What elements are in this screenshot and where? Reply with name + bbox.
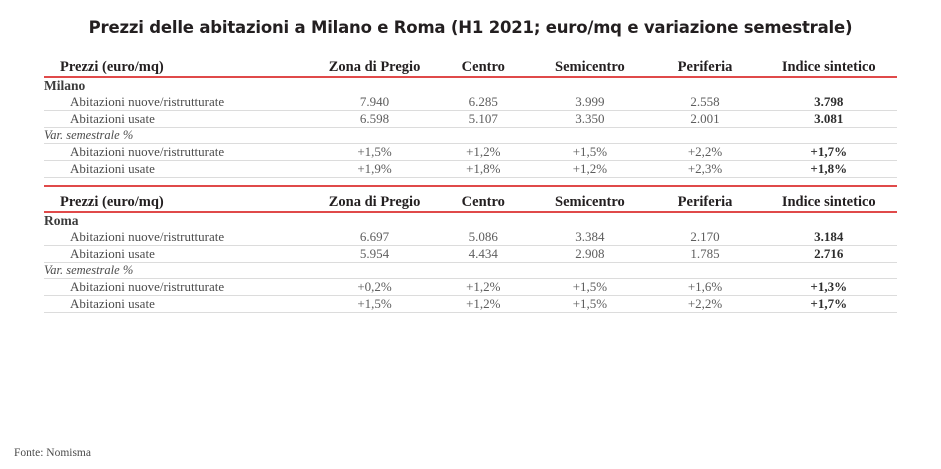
table-row [44, 144, 897, 161]
table-row [44, 229, 897, 246]
cell-indice: +1,7% [760, 144, 897, 161]
section-label: Var. semestrale % [44, 128, 897, 144]
section-spacer [44, 178, 897, 187]
cell-semicentro: +1,5% [530, 279, 649, 296]
cell-semicentro: 3.999 [530, 94, 649, 111]
cell-indice: 2.716 [760, 246, 897, 263]
table-row [44, 161, 897, 178]
cell-indice: +1,3% [760, 279, 897, 296]
column-header-centro: Centro [436, 186, 530, 212]
housing-prices-table [44, 59, 897, 313]
cell-semicentro: +1,2% [530, 161, 649, 178]
cell-periferia: 1.785 [650, 246, 761, 263]
city-label-roma: Roma [44, 213, 79, 228]
table-row [44, 94, 897, 111]
column-header-periferia: Periferia [650, 186, 761, 212]
cell-periferia: +1,6% [650, 279, 761, 296]
cell-periferia: +2,3% [650, 161, 761, 178]
table-row [44, 296, 897, 313]
column-header-pregio: Zona di Pregio [313, 59, 437, 77]
column-header-label: Prezzi (euro/mq) [44, 186, 313, 212]
city-label-milano: Milano [44, 78, 86, 93]
city-row-roma [44, 212, 897, 229]
cell-semicentro: 3.384 [530, 229, 649, 246]
cell-pregio: 5.954 [313, 246, 437, 263]
row-label: Abitazioni usate [44, 161, 313, 178]
cell-periferia: 2.170 [650, 229, 761, 246]
cell-semicentro: +1,5% [530, 296, 649, 313]
row-label: Abitazioni usate [44, 296, 313, 313]
cell-pregio: 7.940 [313, 94, 437, 111]
column-header-semicentro: Semicentro [530, 186, 649, 212]
cell-centro: 5.086 [436, 229, 530, 246]
column-header-periferia: Periferia [650, 59, 761, 77]
cell-indice: 3.081 [760, 111, 897, 128]
section-label: Var. semestrale % [44, 263, 897, 279]
page-title: Prezzi delle abitazioni a Milano e Roma (H1 2021; euro/mq e variazione semestrale) [88, 18, 853, 37]
cell-centro: +1,8% [436, 161, 530, 178]
cell-pregio: 6.697 [313, 229, 437, 246]
cell-periferia: +2,2% [650, 144, 761, 161]
cell-semicentro: 3.350 [530, 111, 649, 128]
cell-pregio: +1,9% [313, 161, 437, 178]
section-label-row-roma-var [44, 263, 897, 279]
row-label: Abitazioni usate [44, 111, 313, 128]
cell-indice: +1,7% [760, 296, 897, 313]
cell-indice: +1,8% [760, 161, 897, 178]
table-row [44, 279, 897, 296]
table-header-row-milano [44, 59, 897, 77]
table-row [44, 246, 897, 263]
column-header-centro: Centro [436, 59, 530, 77]
column-header-indice: Indice sintetico [760, 186, 897, 212]
cell-periferia: +2,2% [650, 296, 761, 313]
cell-indice: 3.798 [760, 94, 897, 111]
cell-centro: 4.434 [436, 246, 530, 263]
column-header-semicentro: Semicentro [530, 59, 649, 77]
cell-pregio: 6.598 [313, 111, 437, 128]
cell-indice: 3.184 [760, 229, 897, 246]
row-label: Abitazioni nuove/ristrutturate [44, 144, 313, 161]
column-header-label: Prezzi (euro/mq) [44, 59, 313, 77]
cell-centro: +1,2% [436, 279, 530, 296]
cell-centro: +1,2% [436, 296, 530, 313]
row-label: Abitazioni usate [44, 246, 313, 263]
column-header-indice: Indice sintetico [760, 59, 897, 77]
source-note: Fonte: Nomisma [14, 447, 91, 459]
row-label: Abitazioni nuove/ristrutturate [44, 229, 313, 246]
table-row [44, 111, 897, 128]
cell-centro: 6.285 [436, 94, 530, 111]
cell-semicentro: +1,5% [530, 144, 649, 161]
city-row-milano [44, 77, 897, 94]
cell-pregio: +1,5% [313, 144, 437, 161]
cell-centro: +1,2% [436, 144, 530, 161]
cell-periferia: 2.001 [650, 111, 761, 128]
row-label: Abitazioni nuove/ristrutturate [44, 94, 313, 111]
cell-periferia: 2.558 [650, 94, 761, 111]
row-label: Abitazioni nuove/ristrutturate [44, 279, 313, 296]
cell-centro: 5.107 [436, 111, 530, 128]
section-label-row-milano-var [44, 128, 897, 144]
cell-semicentro: 2.908 [530, 246, 649, 263]
table-header-row-roma [44, 186, 897, 212]
cell-pregio: +1,5% [313, 296, 437, 313]
column-header-pregio: Zona di Pregio [313, 186, 437, 212]
cell-pregio: +0,2% [313, 279, 437, 296]
